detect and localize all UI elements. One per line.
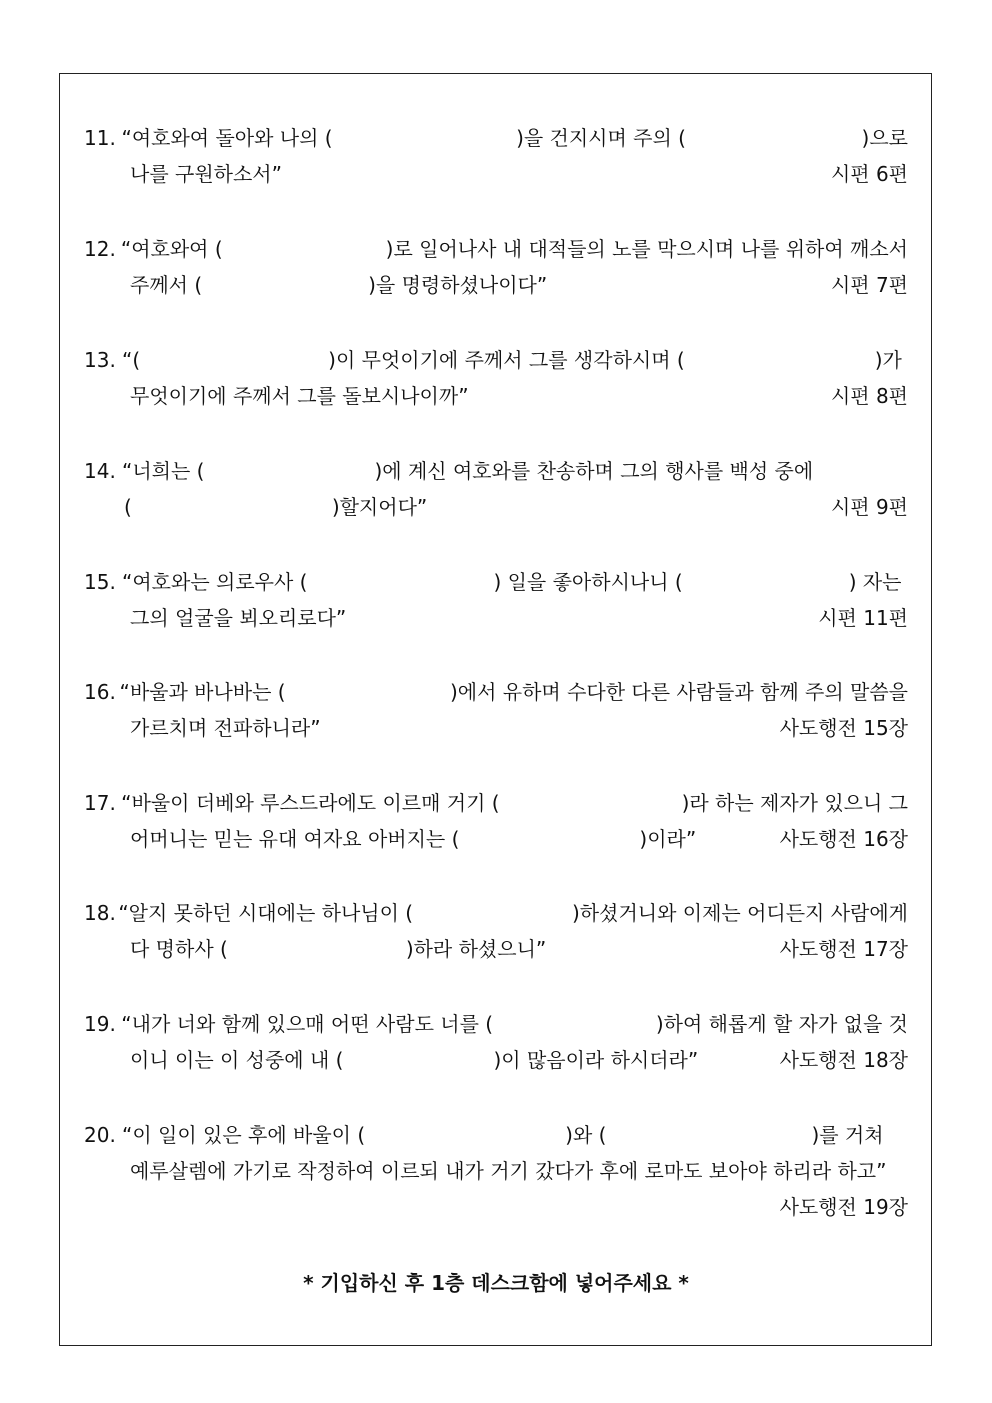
scripture-reference: 사도행전 19장 bbox=[779, 1195, 908, 1219]
question-text: )에 계신 여호와를 찬송하며 그의 행사를 백성 중에 bbox=[374, 459, 814, 483]
question-line-1 bbox=[84, 567, 908, 597]
question-text: “여호와는 의로우사 ( bbox=[122, 570, 308, 594]
question-text: “알지 못하던 시대에는 하나님이 ( bbox=[118, 901, 414, 925]
question-text: 무엇이기에 주께서 그를 돌보시나이까” bbox=[130, 384, 469, 408]
question-line-1 bbox=[84, 677, 908, 707]
question-17 bbox=[84, 788, 908, 854]
question-text: )하라 하셨으니” bbox=[405, 937, 547, 961]
question-text: )이 무엇이기에 주께서 그를 생각하시며 ( bbox=[328, 348, 685, 372]
question-text: )할지어다” bbox=[331, 495, 428, 519]
question-text: 어머니는 믿는 유대 여자요 아버지는 ( bbox=[130, 827, 460, 851]
question-text: )으로 bbox=[861, 126, 908, 150]
question-line-2 bbox=[84, 270, 908, 300]
question-text: )와 ( bbox=[565, 1123, 607, 1147]
question-text: )을 명령하셨나이다” bbox=[368, 273, 548, 297]
question-text: )을 건지시며 주의 ( bbox=[516, 126, 686, 150]
footer-note: * 기입하신 후 1층 데스크함에 넣어주세요 * bbox=[303, 1271, 689, 1295]
question-text: “너희는 ( bbox=[122, 459, 205, 483]
question-line-2 bbox=[84, 381, 908, 411]
question-text: ( bbox=[124, 495, 132, 519]
question-line-1 bbox=[84, 1009, 908, 1039]
question-text: 나를 구원하소서” bbox=[130, 162, 282, 186]
question-number: 18. bbox=[84, 901, 116, 925]
question-number: 12. bbox=[84, 237, 116, 261]
question-text: 주께서 ( bbox=[130, 273, 203, 297]
question-text: “바울과 바나바는 ( bbox=[119, 680, 286, 704]
question-text: ) 자는 bbox=[848, 570, 902, 594]
question-text: ) 일을 좋아하시나니 ( bbox=[493, 570, 683, 594]
question-text: 그의 얼굴을 뵈오리로다” bbox=[130, 606, 347, 630]
question-text: 예루살렘에 가기로 작정하여 이르되 내가 거기 갔다가 후에 로마도 보아야 하리라 하고” bbox=[130, 1159, 887, 1183]
question-line-2 bbox=[84, 159, 908, 189]
question-text: “( bbox=[122, 348, 141, 372]
question-number: 15. bbox=[84, 570, 116, 594]
question-15 bbox=[84, 567, 908, 633]
question-text: )이라” bbox=[639, 827, 697, 851]
question-text: “여호와여 돌아와 나의 ( bbox=[121, 126, 333, 150]
scripture-reference: 시편 7편 bbox=[830, 273, 908, 297]
question-11 bbox=[84, 123, 908, 189]
scripture-reference: 사도행전 17장 bbox=[779, 937, 908, 961]
question-text: “이 일이 있은 후에 바울이 ( bbox=[122, 1123, 366, 1147]
scripture-reference: 시편 9편 bbox=[830, 495, 908, 519]
question-16 bbox=[84, 677, 908, 743]
question-text: )로 일어나사 내 대적들의 노를 막으시며 나를 위하여 깨소서 bbox=[385, 237, 908, 261]
question-line-1 bbox=[84, 123, 908, 153]
question-number: 20. bbox=[84, 1123, 116, 1147]
question-19 bbox=[84, 1009, 908, 1075]
question-line-2 bbox=[84, 603, 908, 633]
question-13 bbox=[84, 345, 908, 411]
question-number: 17. bbox=[84, 791, 116, 815]
question-line-2 bbox=[84, 824, 908, 854]
question-text: )에서 유하며 수다한 다른 사람들과 함께 주의 말씀을 bbox=[449, 680, 908, 704]
question-text: )가 bbox=[874, 348, 902, 372]
question-line-1 bbox=[84, 234, 908, 264]
question-line-1 bbox=[84, 456, 908, 486]
question-line-2 bbox=[84, 1156, 908, 1186]
question-text: )를 거쳐 bbox=[811, 1123, 884, 1147]
question-18 bbox=[84, 898, 908, 964]
question-text: )라 하는 제자가 있으니 그 bbox=[681, 791, 908, 815]
question-number: 14. bbox=[84, 459, 116, 483]
scripture-reference: 시편 6편 bbox=[830, 162, 908, 186]
question-text: 다 명하사 ( bbox=[130, 937, 228, 961]
question-line-2 bbox=[84, 934, 908, 964]
question-text: 이니 이는 이 성중에 내 ( bbox=[130, 1048, 344, 1072]
question-text: “내가 너와 함께 있으매 어떤 사람도 너를 ( bbox=[121, 1012, 494, 1036]
question-line-1 bbox=[84, 788, 908, 818]
question-text: 가르치며 전파하니라” bbox=[130, 716, 321, 740]
question-text: )하여 해롭게 할 자가 없을 것 bbox=[655, 1012, 908, 1036]
question-12 bbox=[84, 234, 908, 300]
question-number: 19. bbox=[84, 1012, 116, 1036]
question-line-2 bbox=[84, 492, 908, 522]
question-text: “바울이 더베와 루스드라에도 이르매 거기 ( bbox=[121, 791, 500, 815]
scripture-reference: 사도행전 16장 bbox=[779, 827, 908, 851]
question-line-3 bbox=[84, 1192, 908, 1222]
scripture-reference: 사도행전 15장 bbox=[779, 716, 908, 740]
scripture-reference: 시편 11편 bbox=[818, 606, 908, 630]
scripture-reference: 시편 8편 bbox=[830, 384, 908, 408]
question-line-1 bbox=[84, 1120, 908, 1150]
question-line-2 bbox=[84, 713, 908, 743]
question-line-1 bbox=[84, 345, 908, 375]
question-number: 13. bbox=[84, 348, 116, 372]
question-14 bbox=[84, 456, 908, 522]
scripture-reference: 사도행전 18장 bbox=[779, 1048, 908, 1072]
question-line-1 bbox=[84, 898, 908, 928]
question-text: “여호와여 ( bbox=[120, 237, 223, 261]
question-line-2 bbox=[84, 1045, 908, 1075]
question-20 bbox=[84, 1120, 908, 1222]
question-text: )이 많음이라 하시더라” bbox=[493, 1048, 699, 1072]
question-number: 16. bbox=[84, 680, 116, 704]
question-text: )하셨거니와 이제는 어디든지 사람에게 bbox=[572, 901, 908, 925]
question-number: 11. bbox=[84, 126, 116, 150]
